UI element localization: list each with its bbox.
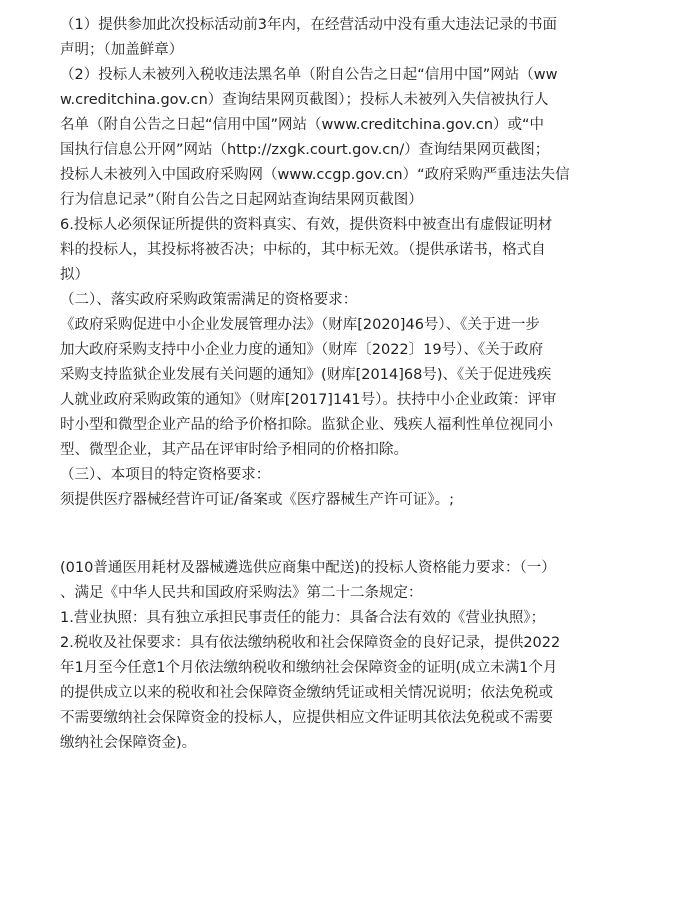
text-line: 缴纳社会保障资金)。: [60, 735, 197, 751]
paragraph-gap: [60, 513, 604, 556]
text-line: 6.投标人必须保证所提供的资料真实、有效，提供资料中被查出有虚假证明材: [60, 217, 553, 233]
text-line: (010普通医用耗材及器械遴选供应商集中配送)的投标人资格能力要求：（一）: [60, 560, 556, 576]
text-line: （2）投标人未被列入税收违法黑名单（附自公告之日起“信用中国”网站（ww: [60, 67, 558, 83]
text-line: 加大政府采购支持中小企业力度的通知》（财库〔2022〕19号）、《关于政府: [60, 342, 544, 358]
text-line: 料的投标人，其投标将被否决；中标的，其中标无效。（提供承诺书，格式自: [60, 242, 546, 258]
text-line: 投标人未被列入中国政府采购网（www.ccgp.gov.cn）“政府采购严重违法失信: [60, 167, 570, 183]
text-line: 采购支持监狱企业发展有关问题的通知》(财库[2014]68号)、《关于促进残疾: [60, 367, 552, 383]
text-line: 国执行信息公开网”网站（http://zxgk.court.gov.cn/）查询结果网页截图；: [60, 142, 550, 158]
text-line: 名单（附自公告之日起“信用中国”网站（www.creditchina.gov.cn）或“中: [60, 117, 545, 133]
text-line: 型、微型企业，其产品在评审时给予相同的价格扣除。: [60, 442, 408, 458]
text-line: 须提供医疗器械经营许可证/备案或《医疗器械生产许可证》。;: [60, 492, 455, 508]
text-line: 不需要缴纳社会保障资金的投标人，应提供相应文件证明其依法免税或不需要: [60, 710, 553, 726]
section-heading: （二）、落实政府采购政策需满足的资格要求：: [60, 292, 358, 308]
qualification-block-1: [60, 13, 604, 513]
text-line: 声明；（加盖鲜章）: [60, 42, 184, 58]
text-line: 2.税收及社保要求：具有依法缴纳税收和社会保障资金的良好记录，提供2022: [60, 635, 561, 651]
text-line: 人就业政府采购政策的通知》（财库[2017]141号）。扶持中小企业政策：评审: [60, 392, 557, 408]
text-line: 的提供成立以来的税收和社会保障资金缴纳凭证或相关情况说明；依法免税或: [60, 685, 553, 701]
text-line: 时小型和微型企业产品的给予价格扣除。监狱企业、残疾人福利性单位视同小: [60, 417, 553, 433]
section-heading: （三）、本项目的特定资格要求：: [60, 467, 271, 483]
text-line: 《政府采购促进中小企业发展管理办法》（财库[2020]46号）、《关于进一步: [60, 317, 540, 333]
text-line: 年1月至今任意1个月依法缴纳税收和缴纳社会保障资金的证明(成立未满1个月: [60, 660, 558, 676]
text-line: 、满足《中华人民共和国政府采购法》第二十二条规定：: [60, 585, 423, 601]
text-line: w.creditchina.gov.cn）查询结果网页截图）；投标人未被列入失信被执行人: [60, 92, 549, 108]
text-line: 行为信息记录”（附自公告之日起网站查询结果网页截图）: [60, 192, 423, 208]
text-line: 拟）: [60, 267, 89, 283]
text-line: （1）提供参加此次投标活动前3年内，在经营活动中没有重大违法记录的书面: [60, 17, 557, 33]
text-line: 1.营业执照：具有独立承担民事责任的能力：具备合法有效的《营业执照》；: [60, 610, 546, 626]
qualification-block-2: [60, 556, 604, 756]
